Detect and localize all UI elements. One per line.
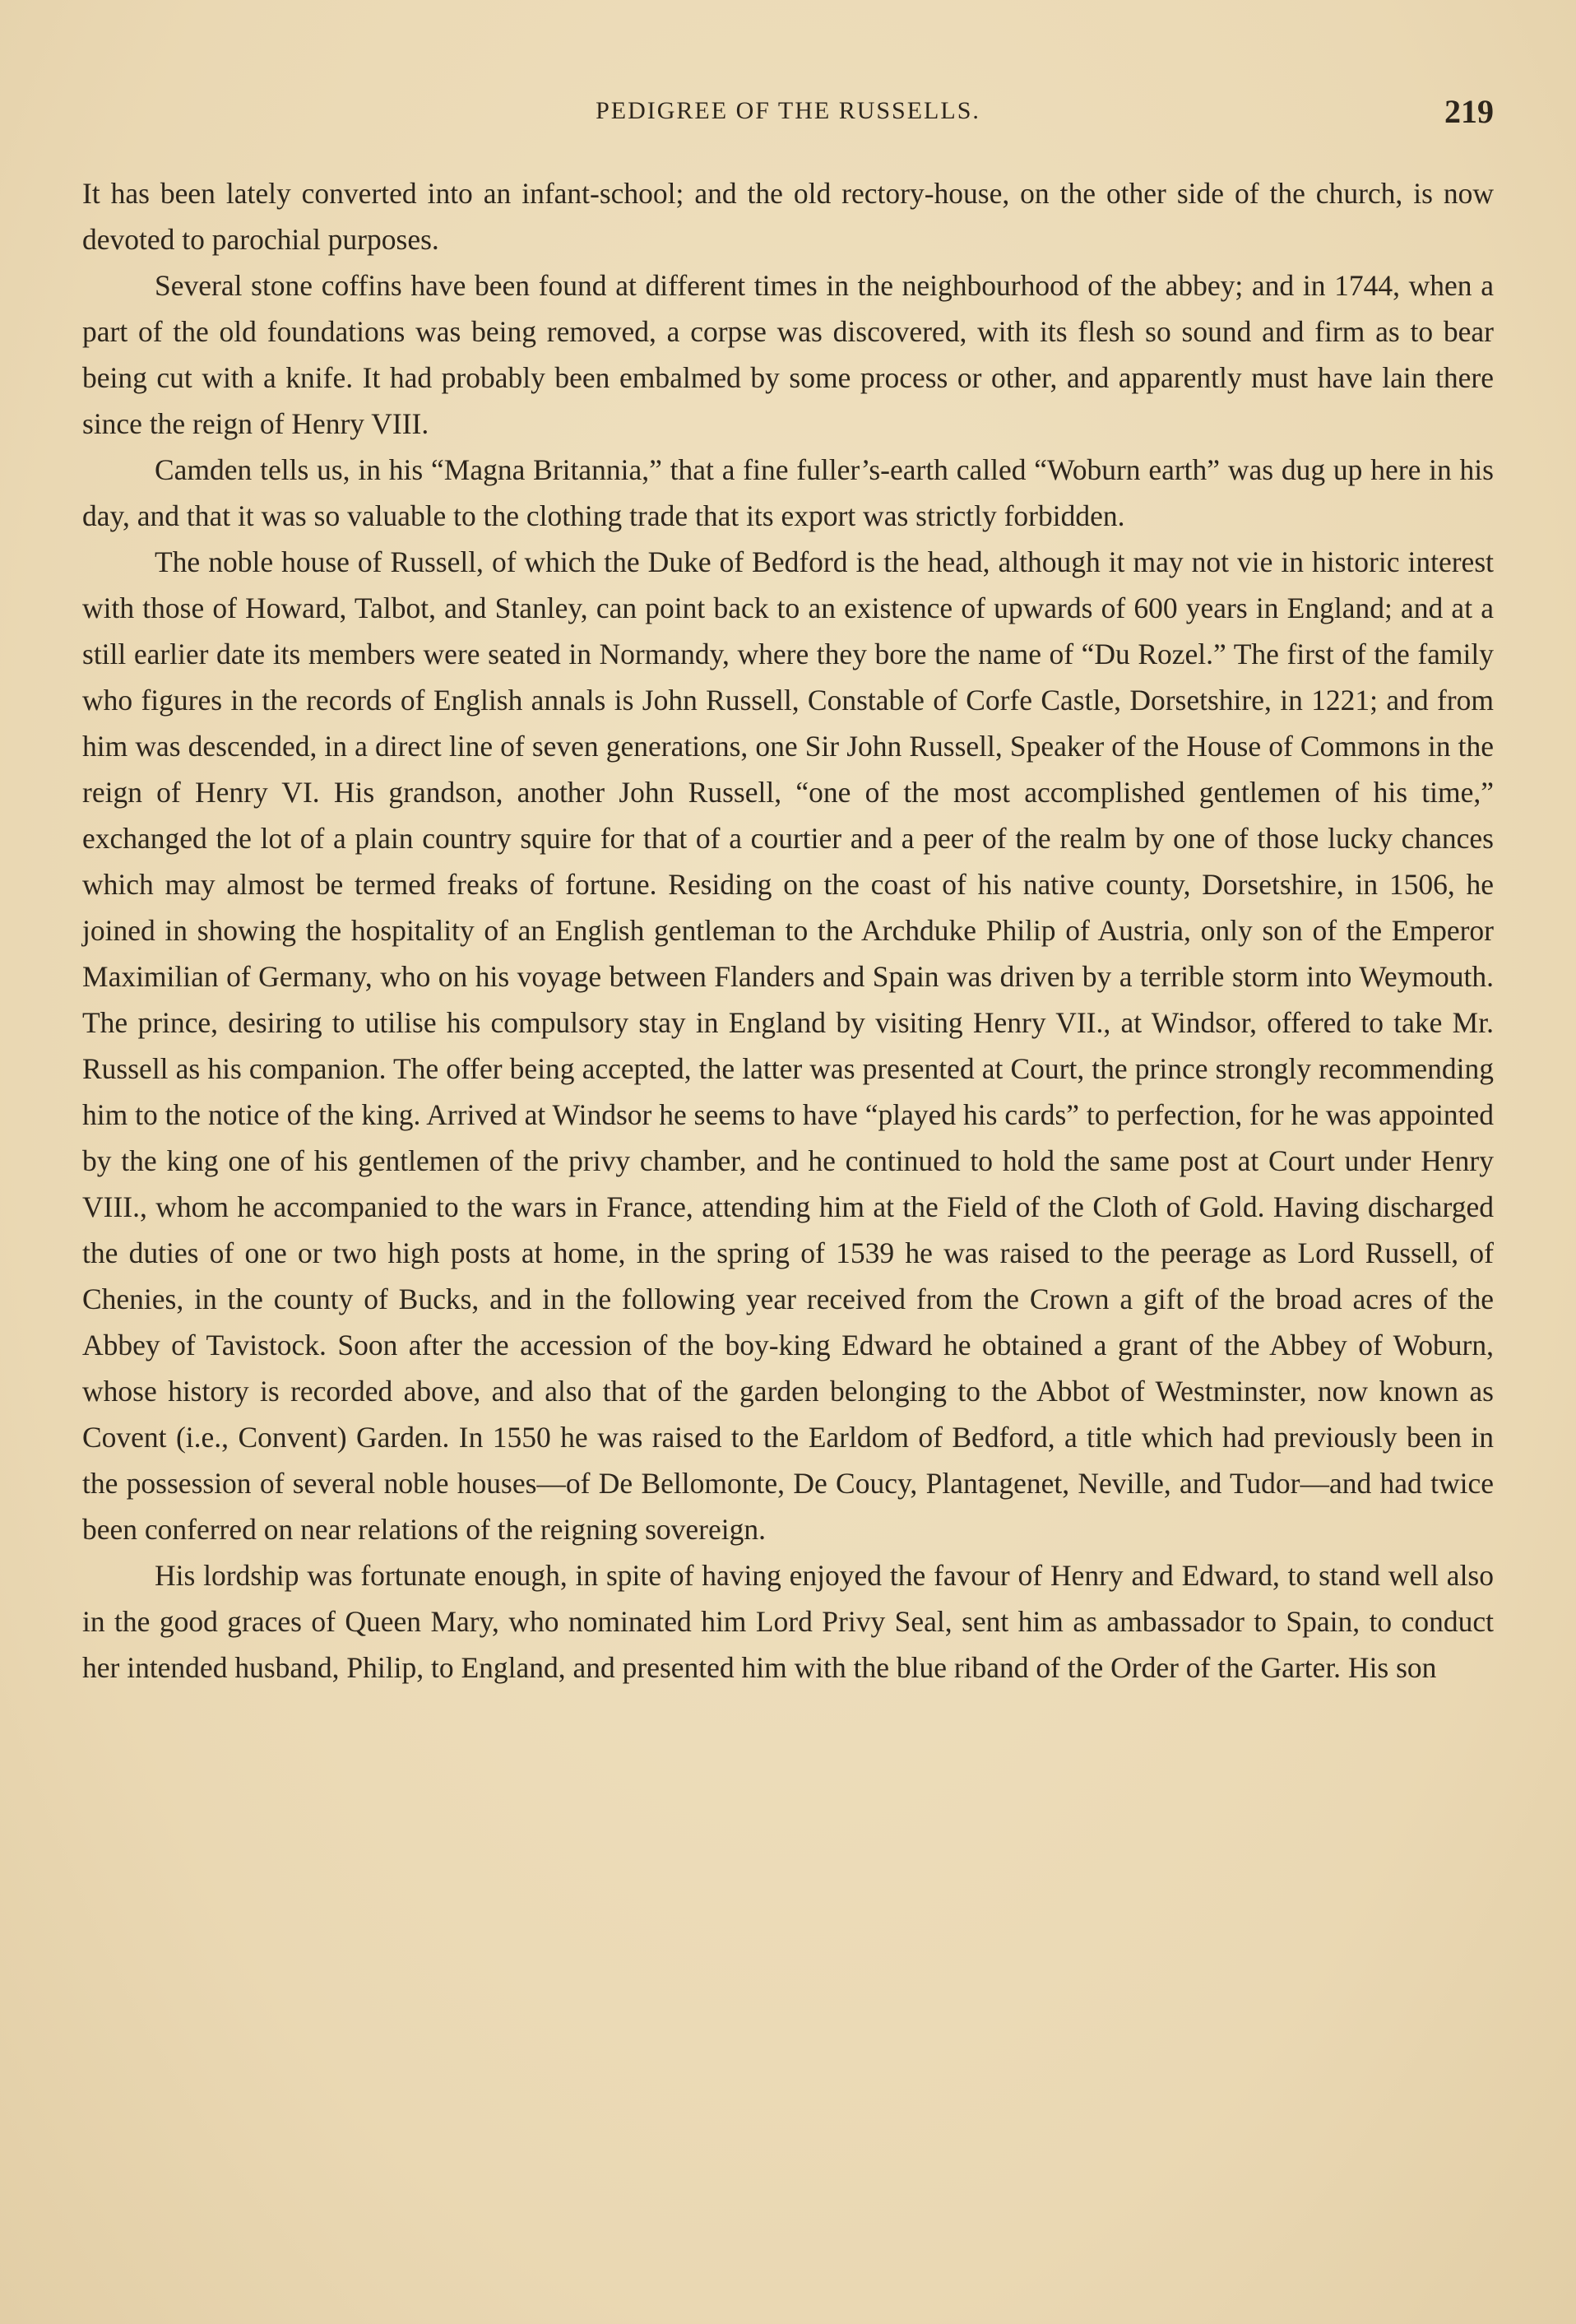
paragraph-his-lordship: His lordship was fortunate enough, in spite of having enjoyed the favour of Henry and Edward, to stand well also in the good graces of Queen Mary, who nominated him Lord Privy Seal, sent him as ambassador to Spain, to conduct her intended husband, Philip, to England, and presented him with the blue riband of the Order of the Garter. His son bbox=[82, 1559, 1494, 1684]
page-header bbox=[82, 92, 1494, 132]
paragraph-house-of-russell: The noble house of Russell, of which the Duke of Bedford is the head, although it may not vie in historic interest with those of Howard, Talbot, and Stanley, can point back to an existence of upwards of 600 years in England; and at a still earlier date its members were seated in Normandy, where they bore the name of “Du Rozel.” The first of the family who figures in the records of English annals is John Russell, Constable of Corfe Castle, Dorsetshire, in 1221; and from him was descended, in a direct line of seven generations, one Sir John Russell, Speaker of the House of Commons in the reign of Henry VI. His grandson, another John Russell, “one of the most accomplished gentlemen of his time,” exchanged the lot of a plain country squire for that of a courtier and a peer of the realm by one of those lucky chances which may almost be termed freaks of fortune. Residing on the coast of his native county, Dorsetshire, in 1506, he joined in showing the hospitality of an English gentleman to the Archduke Philip of Austria, only son of the Emperor Maximilian of Germany, who on his voyage between Flanders and Spain was driven by a terrible storm into Weymouth. The prince, desiring to utilise his compulsory stay in England by visiting Henry VII., at Windsor, offered to take Mr. Russell as his companion. The offer being accepted, the latter was presented at Court, the prince strongly recommending him to the notice of the king. Arrived at Windsor he seems to have “played his cards” to perfection, for he was appointed by the king one of his gentlemen of the privy chamber, and he continued to hold the same post at Court under Henry VIII., whom he accompanied to the wars in France, attending him at the Field of the Cloth of Gold. Having discharged the duties of one or two high posts at home, in the spring of 1539 he was raised to the peerage as Lord Russell, of Chenies, in the county of Bucks, and in the following year received from the Crown a gift of the broad acres of the Abbey of Tavistock. Soon after the accession of the boy-king Edward he obtained a grant of the Abbey of Woburn, whose history is recorded above, and also that of the garden belonging to the Abbot of Westminster, now known as Covent (i.e., Convent) Garden. In 1550 he was raised to the Earldom of Bedford, a title which had previously been in the possession of several noble houses—of De Bellomonte, De Coucy, Plantagenet, Neville, and Tudor—and had twice been conferred on near relations of the reigning sovereign. bbox=[82, 545, 1494, 1546]
page-number: 219 bbox=[1444, 93, 1494, 130]
running-head: PEDIGREE OF THE RUSSELLS. bbox=[596, 97, 980, 124]
paragraph-continuation: It has been lately converted into an infant-school; and the old rectory-house, on the other side of the church, is now devoted to parochial purposes. bbox=[82, 177, 1494, 256]
paragraph-stone-coffins: Several stone coffins have been found at different times in the neighbourhood of the abbey; and in 1744, when a part of the old foundations was being removed, a corpse was discovered, with its flesh so sound and firm as to bear being cut with a knife. It had probably been embalmed by some process or other, and apparently must have lain there since the reign of Henry VIII. bbox=[82, 269, 1494, 440]
body-text bbox=[82, 170, 1494, 1691]
paragraph-camden: Camden tells us, in his “Magna Britannia,” that a fine fuller’s-earth called “Woburn earth” was dug up here in his day, and that it was so valuable to the clothing trade that its export was strictly forbidden. bbox=[82, 453, 1494, 532]
